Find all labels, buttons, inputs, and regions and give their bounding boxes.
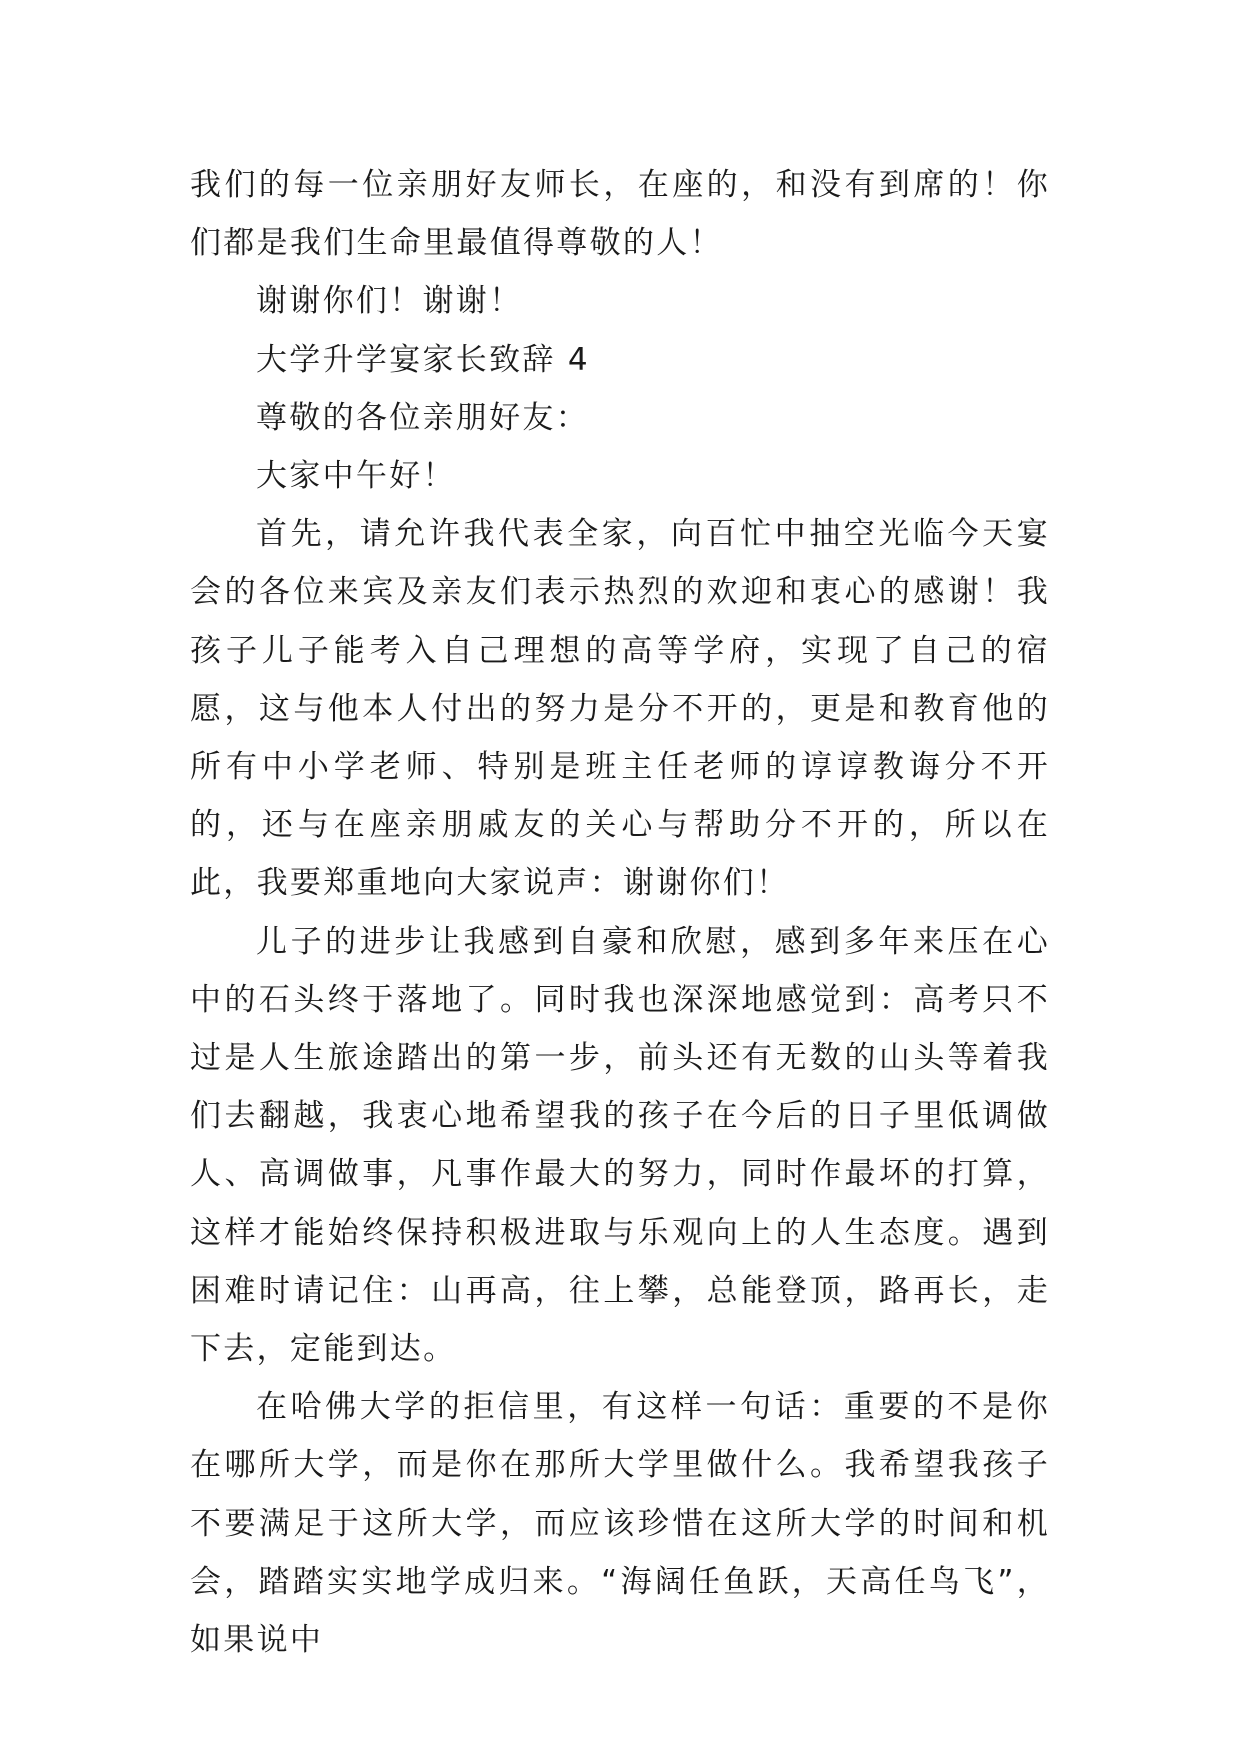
paragraph-continuation: 我们的每一位亲朋好友师长，在座的，和没有到席的！你们都是我们生命里最值得尊敬的人！ (190, 167, 1050, 262)
section-heading: 大学升学宴家长致辞 4 (256, 341, 590, 378)
greeting: 大家中午好！ (256, 458, 456, 495)
paragraph-body-2: 儿子的进步让我感到自豪和欣慰，感到多年来压在心中的石头终于落地了。同时我也深深地感觉到：高考只不过是人生旅途踏出的第一步，前头还有无数的山头等着我们去翻越，我衷心地希望我的孩子在今后的日子里低调做人、高调做事，凡事作最大的努力，同时作最坏的打算，这样才能始终保持积极进取与乐观向上的人生态度。遇到困难时请记住：山再高，往上攀，总能登顶，路再长，走下去，定能到达。 (190, 923, 1050, 1368)
paragraph-body-3: 在哈佛大学的拒信里，有这样一句话：重要的不是你在哪所大学，而是你在那所大学里做什么。我希望我孩子不要满足于这所大学，而应该珍惜在这所大学的时间和机会，踏踏实实地学成归来。“海阔任鱼跃，天高任鸟飞”，如果说中 (190, 1389, 1050, 1659)
paragraph-body-1: 首先，请允许我代表全家，向百忙中抽空光临今天宴会的各位来宾及亲友们表示热烈的欢迎和衷心的感谢！我孩子儿子能考入自己理想的高等学府，实现了自己的宿愿，这与他本人付出的努力是分不开的，更是和教育他的所有中小学老师、特别是班主任老师的谆谆教诲分不开的，还与在座亲朋戚友的关心与帮助分不开的，所以在此，我要郑重地向大家说声：谢谢你们！ (190, 516, 1050, 902)
salutation: 尊敬的各位亲朋好友： (256, 399, 589, 436)
paragraph-thanks: 谢谢你们！谢谢！ (256, 283, 523, 320)
document-body (190, 156, 1050, 1669)
